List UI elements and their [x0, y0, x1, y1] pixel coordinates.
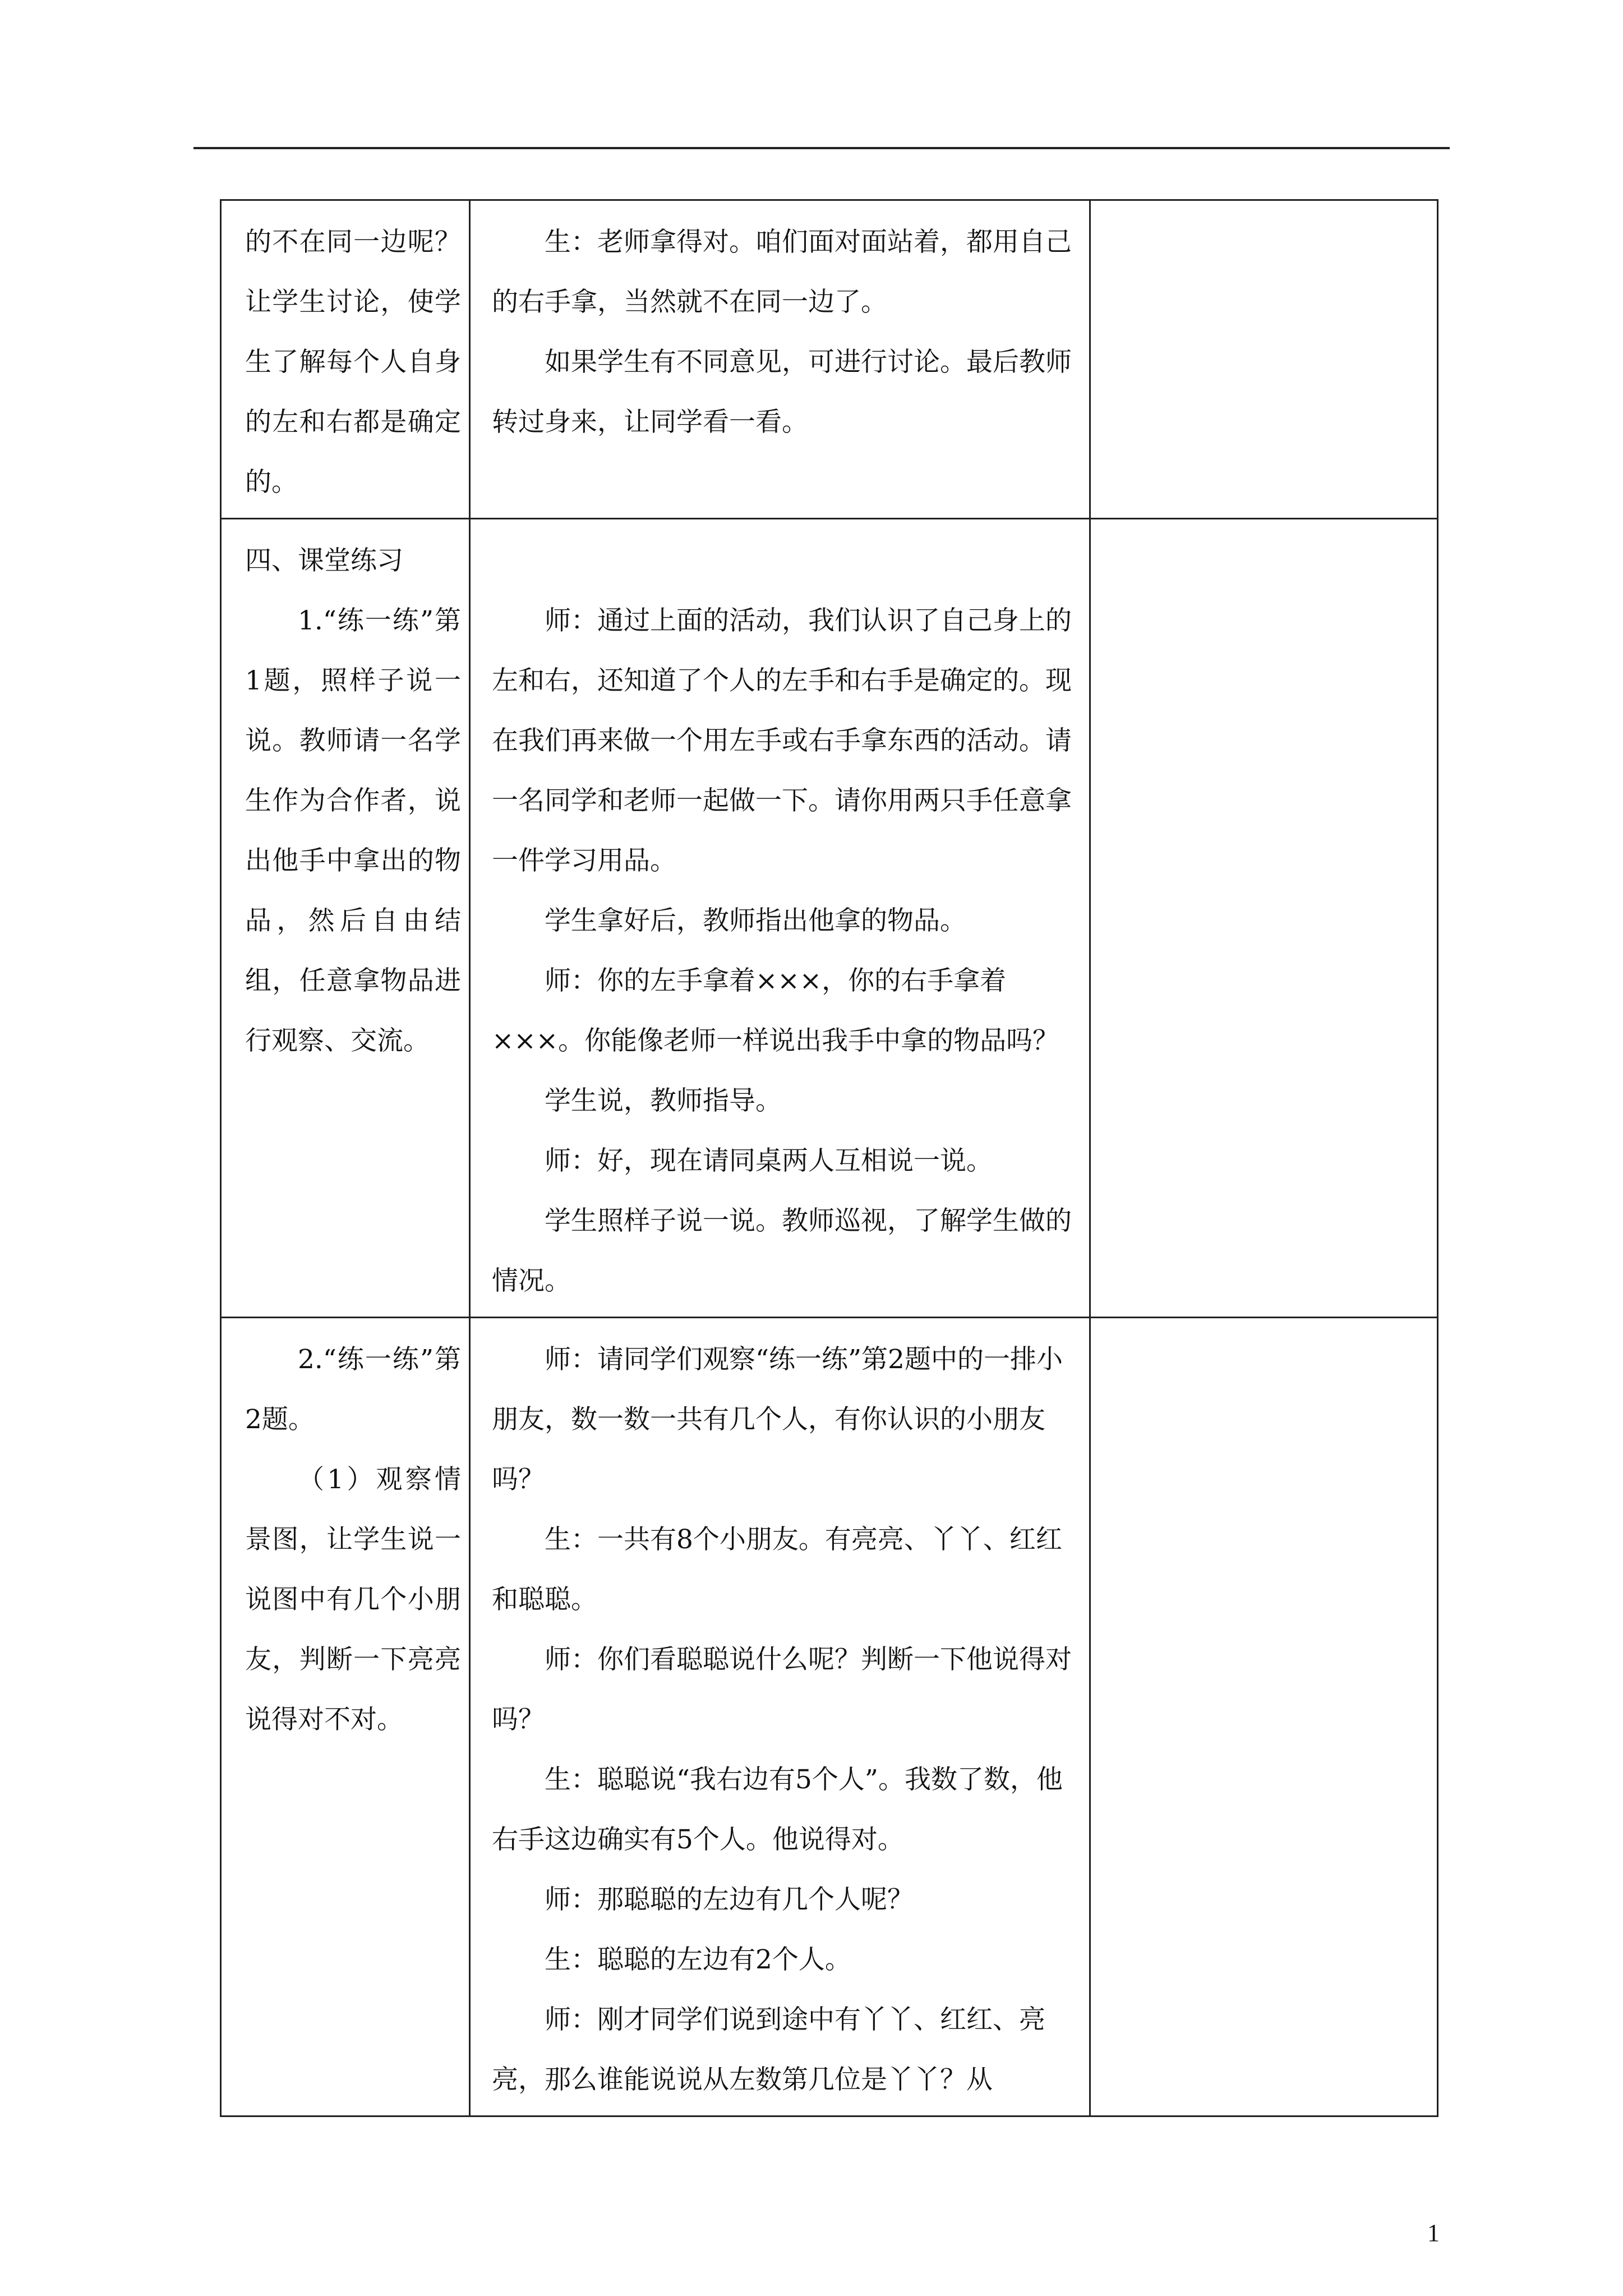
table-row: [221, 1318, 1438, 2116]
activity-paragraph: 师：那聪聪的左边有几个人呢？: [545, 1884, 914, 1915]
activity-paragraph: 学生拿好后，教师指出他拿的物品。: [545, 905, 966, 936]
activity-paragraph: 师：通过上面的活动，我们认识了自己身上的左和右，还知道了个人的左手和右手是确定的。现在我们再来做一个用左手或右手拿东西的活动。请一名同学和老师一起做一下。请你用两只手任意拿一件学习用品。: [492, 605, 1072, 876]
activity-cell: [470, 1318, 1090, 2116]
notes-cell: [1090, 1318, 1438, 2116]
activity-paragraph: 生：一共有8个小朋友。有亮亮、丫丫、红红和聪聪。: [492, 1524, 1062, 1615]
notes-cell: [1090, 200, 1438, 519]
activity-paragraph: 生：聪聪说“我右边有5个人”。我数了数，他右手这边确实有5个人。他说得对。: [492, 1764, 1063, 1855]
teaching-step-cell: [221, 1318, 470, 2116]
notes-text: [1091, 519, 1437, 536]
activity-paragraph: 师：你们看聪聪说什么呢？判断一下他说得对吗？: [492, 1644, 1072, 1735]
step-text: （1）观察情景图，让学生说一说图中有几个小朋友，判断一下亮亮说得对不对。: [245, 1464, 461, 1735]
header-rule: [193, 147, 1450, 149]
activity-paragraph: 生：老师拿得对。咱们面对面站着，都用自己的右手拿，当然就不在同一边了。: [492, 227, 1072, 318]
lesson-plan-table: [220, 199, 1438, 2117]
activity-paragraph: 学生照样子说一说。教师巡视，了解学生做的情况。: [492, 1205, 1072, 1296]
activity-paragraph: 如果学生有不同意见，可进行讨论。最后教师转过身来，让同学看一看。: [492, 347, 1072, 438]
notes-text: [1091, 1318, 1437, 1335]
table-row: [221, 200, 1438, 519]
step-text: 的不在同一边呢？让学生讨论，使学生了解每个人自身的左和右都是确定的。: [245, 227, 461, 498]
page-number: 1: [1427, 2219, 1440, 2247]
activity-paragraph: 师：请同学们观察“练一练”第2题中的一排小朋友，数一数一共有几个人，有你认识的小朋友吗？: [492, 1344, 1063, 1495]
activity-cell: [470, 519, 1090, 1318]
step-text: 2.“练一练”第2题。: [245, 1344, 461, 1435]
teaching-step-cell: [221, 519, 470, 1318]
activity-paragraph: 师：刚才同学们说到途中有丫丫、红红、亮亮，那么谁能说说从左数第几位是丫丫？从: [492, 2004, 1045, 2095]
activity-paragraph: 学生说，教师指导。: [545, 1085, 782, 1116]
notes-cell: [1090, 519, 1438, 1318]
step-text: 1.“练一练”第1题，照样子说一说。教师请一名学生作为合作者，说出他手中拿出的物品，然后自由结组，任意拿物品进行观察、交流。: [245, 605, 461, 1056]
activity-paragraph: 师：好，现在请同桌两人互相说一说。: [545, 1145, 993, 1176]
activity-paragraph: 生：聪聪的左边有2个人。: [545, 1944, 851, 1975]
teaching-step-cell: [221, 200, 470, 519]
notes-text: [1091, 201, 1437, 218]
table-row: [221, 519, 1438, 1318]
section-heading: 四、课堂练习: [245, 545, 403, 576]
activity-cell: [470, 200, 1090, 519]
activity-paragraph: 师：你的左手拿着×××，你的右手拿着×××。你能像老师一样说出我手中拿的物品吗？: [492, 965, 1059, 1056]
